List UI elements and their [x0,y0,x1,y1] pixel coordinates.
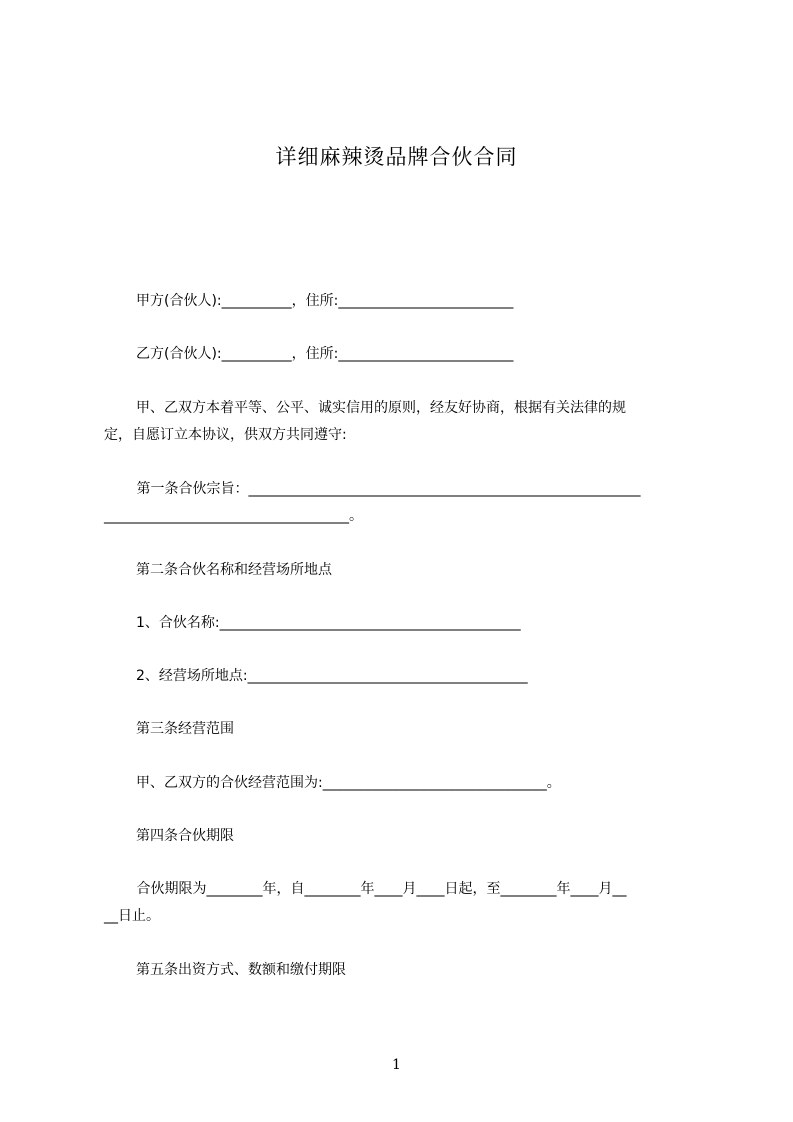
article-4-heading: 第四条合伙期限 [136,828,234,844]
article-3-heading: 第三条经营范围 [136,721,234,737]
article-5-heading: 第五条出资方式、数额和缴付期限 [136,962,346,978]
article-1-line-1: 第一条合伙宗旨：________________________________________________________ [132,481,641,497]
party-b-line: 乙方(合伙人):__________，住所:_________________________ [136,346,514,362]
article-4-line-2: __日止。 [104,908,160,924]
article-1-line-2: ___________________________________。 [104,508,363,524]
party-a-line: 甲方(合伙人):__________，住所:_________________________ [136,293,514,309]
article-3-text: 甲、乙双方的合伙经营范围为:________________________________。 [136,775,561,791]
article-2-item-2: 2、经营场所地点:________________________________________ [136,668,528,684]
page-number: 1 [392,1057,401,1073]
document-title: 详细麻辣烫品牌合伙合同 [275,145,518,169]
article-2-heading: 第二条合伙名称和经营场所地点 [136,562,332,578]
article-4-line-1: 合伙期限为________年，自________年____月____日起，至________年____月__ [132,881,627,897]
article-2-item-1: 1、合伙名称:___________________________________________ [136,615,521,631]
preamble-line-1: 甲、乙双方本着平等、公平、诚实信用的原则，经友好协商，根据有关法律的规 [136,400,626,416]
preamble-line-2: 定，自愿订立本协议，供双方共同遵守: [104,427,347,443]
